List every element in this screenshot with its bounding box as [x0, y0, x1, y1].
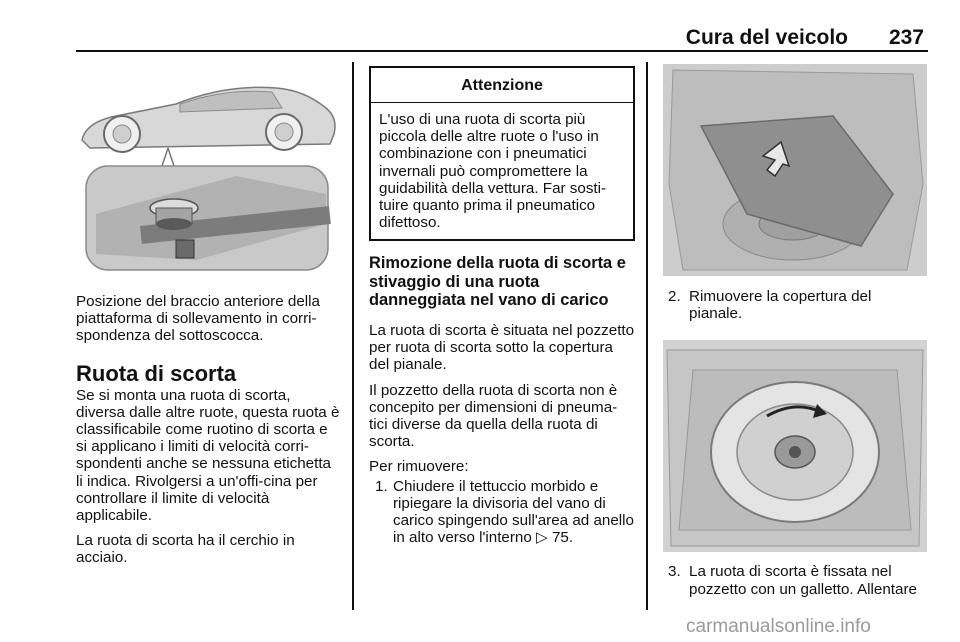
warning-text: L'uso di una ruota di scorta più piccola delle altre ruote o l'uso in combinazione con i pneumatici invernali può compromettere la guidabilità della vettura. Far sosti-tuire quanto prima il pneumatico difettoso. — [379, 111, 607, 232]
step-number: 3. — [668, 563, 681, 581]
column-2 — [369, 64, 635, 546]
column-divider-right — [646, 62, 648, 610]
paragraph-to-remove: Per rimuovere: — [369, 458, 469, 476]
section-heading-removal: Rimozione della ruota di scorta e stivaggio di una ruota danneggiata nel vano di carico — [369, 254, 626, 310]
paragraph-location: La ruota di scorta è situata nel pozzetto per ruota di scorta sotto la copertura del pianale. — [369, 321, 635, 374]
column-1 — [76, 64, 340, 567]
page-reference-icon[interactable]: ▷ — [536, 529, 548, 547]
paragraph-spare-wheel-limits: Se si monta una ruota di scorta, diversa dalle altre ruote, questa ruota è classificabile come ruotino di scorta e si applicano i limiti di velocità corri-spondenti anche se nessuna etichetta li indica. Rivolgersi a un'offi-cina per controllare il limite di velocità applicabile. — [76, 386, 340, 525]
step-number: 2. — [668, 288, 681, 305]
paragraph-steel-rim: La ruota di scorta ha il cerchio in acciaio. — [76, 532, 295, 567]
column-3 — [663, 64, 928, 598]
warning-box — [369, 66, 635, 241]
car-lifting-point-illustration — [76, 64, 338, 274]
list-item — [369, 478, 635, 547]
step-text: Chiudere il tettuccio morbido e ripiegare la divisoria del vano di carico spingendo sull'area ad anello in alto verso l'interno — [393, 477, 634, 547]
paragraph-well-size: Il pozzetto della ruota di scorta non è concepito per dimensioni di pneuma-tici diverse da quella della ruota di scorta. — [369, 381, 618, 451]
cargo-floor-cover-illustration — [663, 64, 927, 276]
page-header — [76, 22, 928, 52]
watermark: carmanualsonline.info — [686, 616, 871, 637]
list-item — [663, 563, 928, 597]
step-text: La ruota di scorta è fissata nel pozzetto con un galletto. Allentare — [689, 563, 917, 598]
warning-title: Attenzione — [371, 68, 633, 103]
step-number: 1. — [375, 477, 388, 495]
list-item — [663, 288, 928, 322]
figure-caption: Posizione del braccio anteriore della piattaforma di sollevamento in corri-spondenza del sottoscocca. — [76, 293, 320, 345]
spare-wheel-well-illustration — [663, 340, 927, 552]
section-title: Cura del veicolo — [685, 26, 848, 49]
header-rule — [76, 50, 928, 52]
page-number: 237 — [888, 26, 924, 49]
page-reference[interactable]: 75. — [551, 529, 574, 547]
column-divider-left — [352, 62, 354, 610]
step-text: Rimuovere la copertura del pianale. — [689, 288, 872, 323]
section-heading-spare-wheel: Ruota di scorta — [76, 360, 237, 386]
